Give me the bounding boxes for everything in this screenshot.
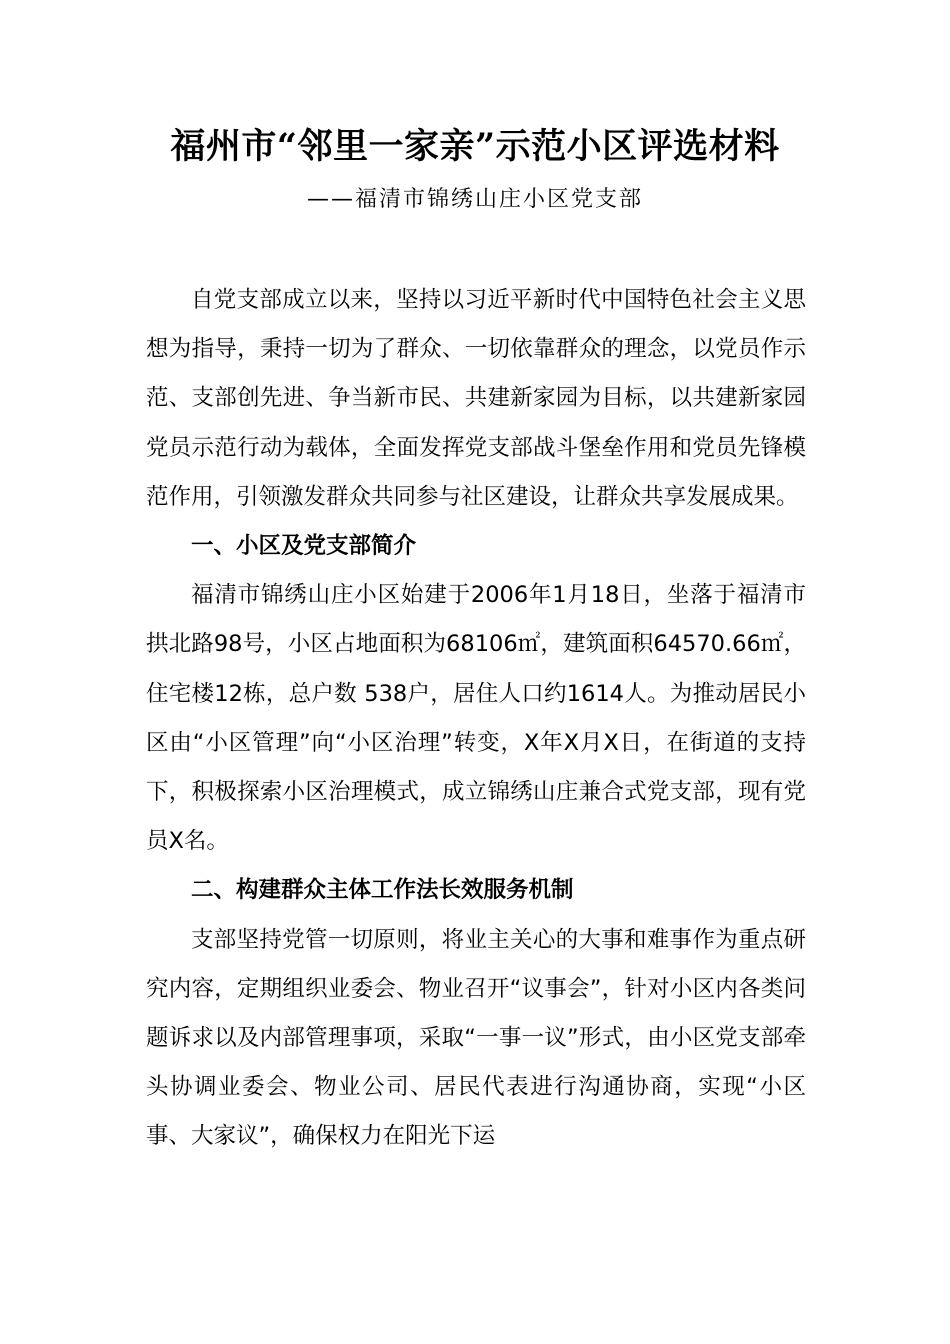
section-paragraph-2: 支部坚持党管一切原则，将业主关心的大事和难事作为重点研究内容，定期组织业委会、物业召开“议事会”，针对小区内各类问题诉求以及内部管理事项，采取“一事一议”形式，由小区党支部牵头协调业委会、物业公司、居民代表进行沟通协商，实现“小区事、大家议”，确保权力在阳光下运	[146, 926, 806, 1150]
intro-paragraph: 自党支部成立以来，坚持以习近平新时代中国特色社会主义思想为指导，秉持一切为了群众、一切依靠群众的理念，以党员作示范、支部创先进、争当新市民、共建新家园为目标，以共建新家园党员示范行动为载体，全面发挥党支部战斗堡垒作用和党员先锋模范作用，引领激发群众共同参与社区建设，让群众共享发展成果。	[146, 287, 806, 510]
document-body	[146, 276, 806, 1162]
section-heading-1: 一、小区及党支部简介	[191, 533, 417, 560]
section-paragraph-1: 福清市锦绣山庄小区始建于2006年1月18日，坐落于福清市拱北路98号，小区占地面积为68106㎡，建筑面积64570.66㎡，住宅楼12栋，总户数 538户，居住人口约1614人。为推动居民小区由“小区管理”向“小区治理”转变，X年X月X日，在街道的支持下，积极探索小区治理模式，成立锦绣山庄兼合式党支部，现有党员X名。	[146, 582, 806, 855]
document-subtitle: ——福清市锦绣山庄小区党支部	[306, 187, 643, 212]
document-title: 福州市“邻里一家亲”示范小区评选材料	[170, 126, 780, 167]
section-heading-2: 二、构建群众主体工作法长效服务机制	[191, 877, 574, 904]
